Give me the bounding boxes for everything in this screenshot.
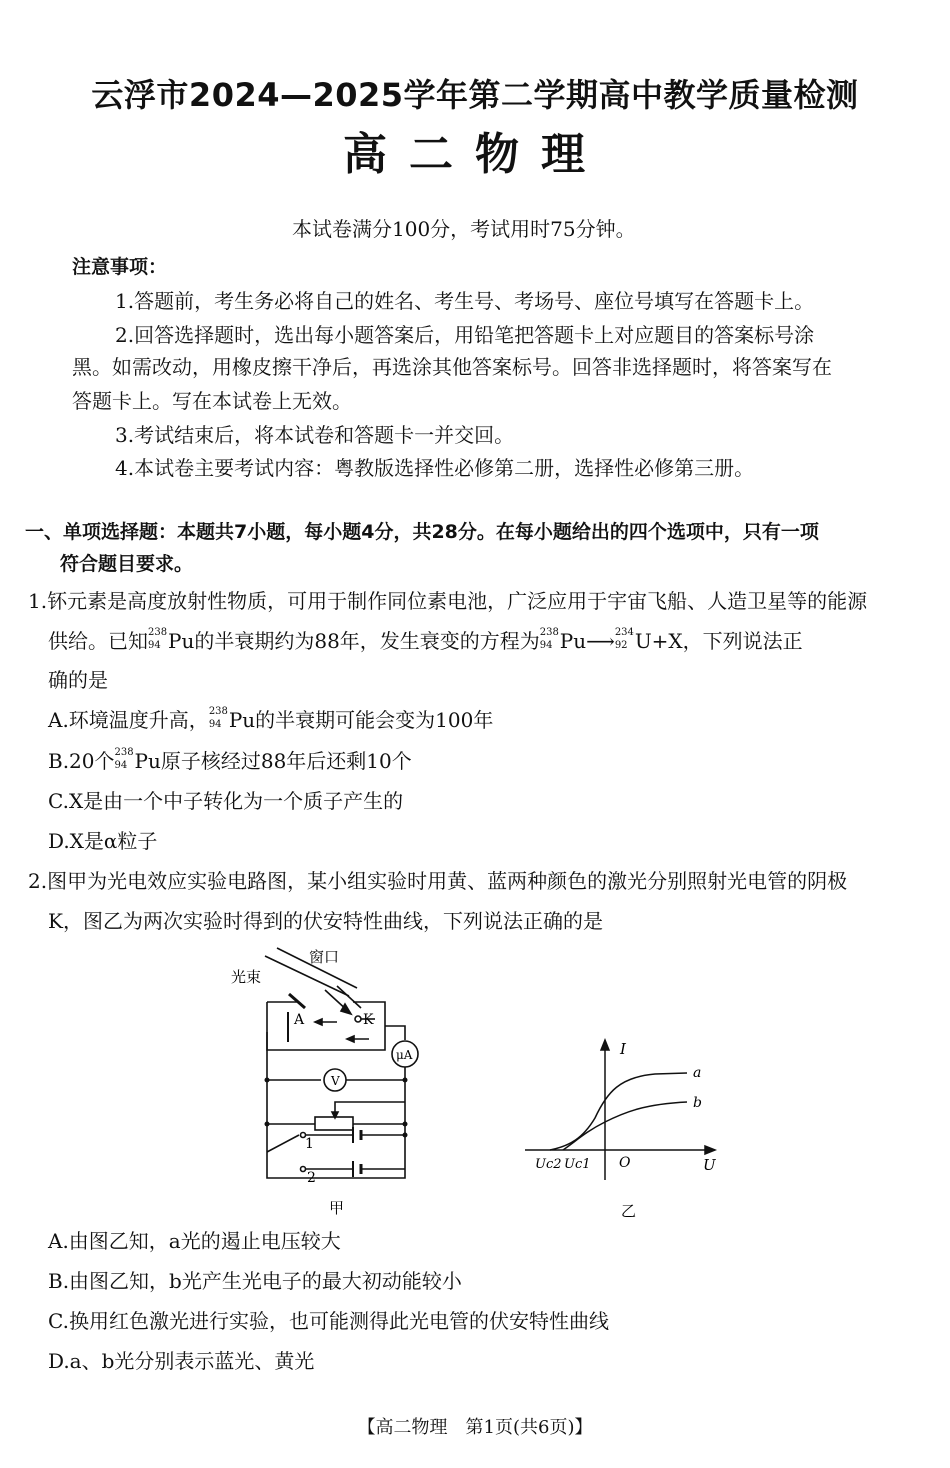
label-window: 窗口 <box>309 948 340 966</box>
caption-jia: 甲 <box>329 1199 345 1217</box>
q1-option-c: C.X是由一个中子转化为一个质子产生的 <box>48 789 404 813</box>
nuclide-u: 234 92 U <box>614 627 652 653</box>
junction-dot <box>403 1133 408 1138</box>
circuit-diagram-jia <box>265 948 418 1178</box>
notice-item-2-cont: 黑。如需改动，用橡皮擦干净后，再选涂其他答案标号。回答非选择题时，将答案写在 <box>72 355 832 379</box>
junction-dot <box>403 1122 408 1127</box>
notice-item-2: 2.回答选择题时，选出每小题答案后，用铅笔把答题卡上对应题目的答案标号涂 <box>115 323 815 347</box>
label-uc1: Uc1 <box>564 1157 591 1172</box>
junction-dot <box>265 1122 270 1127</box>
junction-dot <box>265 1078 270 1083</box>
junction-dot <box>403 1078 408 1083</box>
curve-b <box>563 1102 687 1150</box>
label-origin: O <box>619 1155 631 1171</box>
label-uc2: Uc2 <box>535 1157 562 1172</box>
exam-title: 云浮市2024—2025学年第二学期高中教学质量检测 <box>91 76 859 114</box>
q2-option-a: A.由图乙知，a光的遏止电压较大 <box>48 1229 341 1253</box>
subject-title: 高二物理 <box>343 129 607 180</box>
section-heading-cont: 符合题目要求。 <box>60 553 194 575</box>
label-voltmeter: V <box>331 1074 340 1088</box>
label-switch-2: 2 <box>307 1170 316 1186</box>
label-x-axis: U <box>703 1156 716 1174</box>
notice-heading: 注意事项： <box>72 256 168 278</box>
q1-option-d: D.X是α粒子 <box>48 829 158 853</box>
label-switch-1: 1 <box>305 1136 314 1152</box>
label-curve-b: b <box>693 1095 702 1111</box>
label-curve-a: a <box>693 1065 702 1081</box>
caption-yi: 乙 <box>621 1202 637 1220</box>
label-beam: 光束 <box>231 968 262 986</box>
q2-option-d: D.a、b光分别表示蓝光、黄光 <box>48 1349 315 1373</box>
label-y-axis: I <box>620 1040 626 1058</box>
label-anode: A <box>294 1012 305 1028</box>
notice-item-4: 4.本试卷主要考试内容：粤教版选择性必修第二册，选择性必修第三册。 <box>115 456 755 480</box>
nuclide-pu-decay: 238 94 Pu <box>539 627 587 653</box>
curve-a <box>550 1073 687 1150</box>
section-heading: 一、单项选择题：本题共7小题，每小题4分，共28分。在每小题给出的四个选项中，只有一项 <box>25 521 819 543</box>
nuclide-pu: 238 94 Pu <box>148 627 195 653</box>
q1-stem-line3: 确的是 <box>48 668 108 692</box>
label-microammeter: μA <box>396 1048 413 1062</box>
label-cathode: K <box>363 1012 374 1028</box>
q2-option-c: C.换用红色激光进行实验，也可能测得此光电管的伏安特性曲线 <box>48 1309 609 1333</box>
q1-option-b: B.20个 238 94 Pu原子核经过88年后还剩10个 <box>48 747 412 773</box>
q1-option-a: A.环境温度升高， 238 94 Pu的半衰期可能会变为100年 <box>48 706 494 732</box>
q2-option-b: B.由图乙知，b光产生光电子的最大初动能较小 <box>48 1269 462 1293</box>
q1-stem-line1: 1.钚元素是高度放射性物质，可用于制作同位素电池，广泛应用于宇宙飞船、人造卫星等的能源 <box>28 589 868 613</box>
notice-item-3: 3.考试结束后，将本试卷和答题卡一并交回。 <box>115 423 515 447</box>
exam-info: 本试卷满分100分，考试用时75分钟。 <box>292 217 636 241</box>
notice-item-1: 1.答题前，考生务必将自己的姓名、考生号、考场号、座位号填写在答题卡上。 <box>115 289 815 313</box>
page-footer: 【高二物理 第1页(共6页)】 <box>357 1417 593 1438</box>
q2-figures <box>225 942 745 1227</box>
notice-item-2-end: 答题卡上。写在本试卷上无效。 <box>72 389 352 413</box>
q2-stem-line2: K，图乙为两次实验时得到的伏安特性曲线，下列说法正确的是 <box>48 909 603 933</box>
q1-stem-line2: 供给。已知 238 94 Pu的半衰期约为88年，发生衰变的方程为 238 94 Pu⟶ 234 92 U+X，下列说法正 <box>48 626 803 656</box>
q2-stem-line1: 2.图甲为光电效应实验电路图，某小组实验时用黄、蓝两种颜色的激光分别照射光电管的阴极 <box>28 869 848 893</box>
